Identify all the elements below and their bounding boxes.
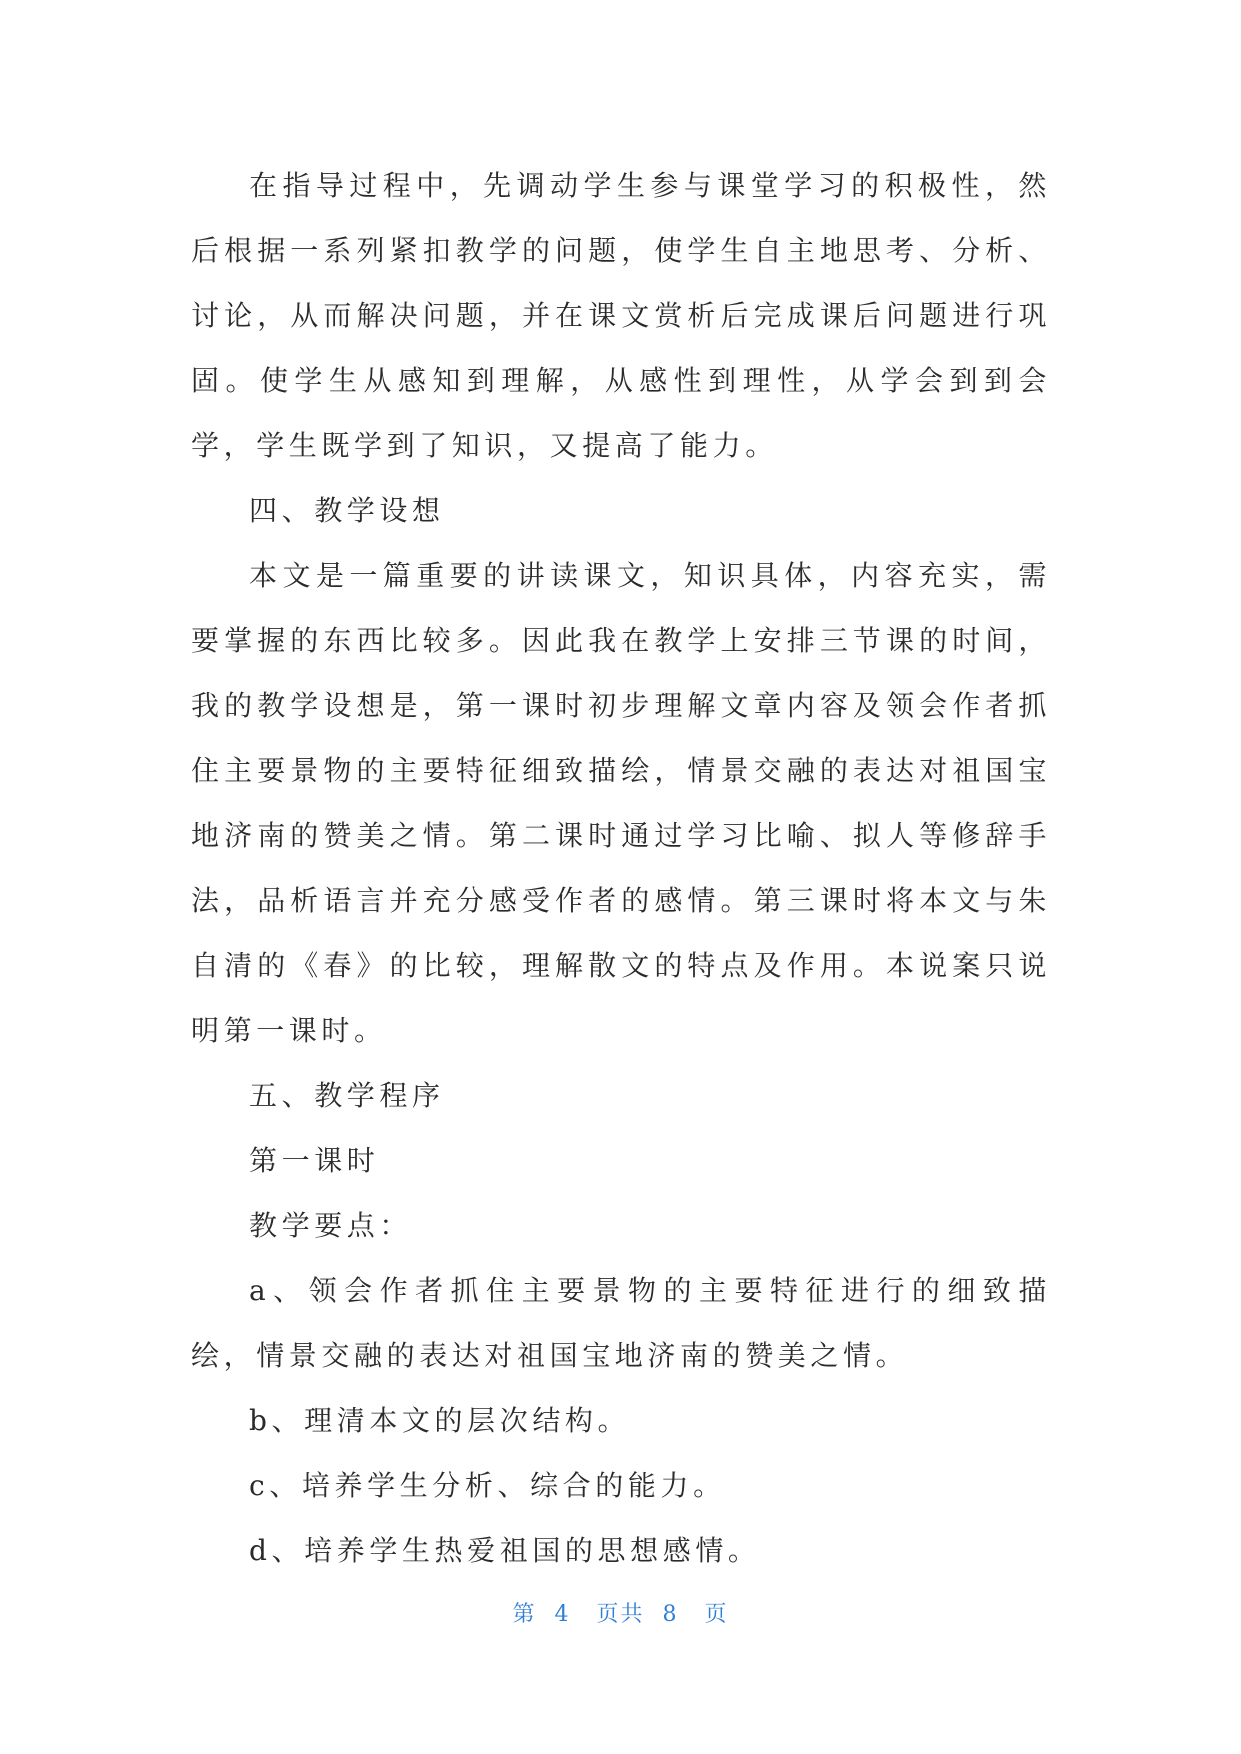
list-item-c: c、培养学生分析、综合的能力。	[249, 1469, 726, 1502]
footer-middle: 页共	[596, 1602, 645, 1627]
footer-current-page: 4	[554, 1602, 571, 1627]
paragraph-guidance: 在指导过程中，先调动学生参与课堂学习的积极性，然后根据一系列紧扣教学的问题，使学生自主地思考、分析、讨论，从而解决问题，并在课文赏析后完成课后问题进行巩固。使学生从感知到理解，从感性到理性，从学会到到会学，学生既学到了知识，又提高了能力。	[191, 169, 1051, 462]
list-item-a: a、领会作者抓住主要景物的主要特征进行的细致描绘，情景交融的表达对祖国宝地济南的赞美之情。	[191, 1274, 1051, 1372]
document-body	[191, 153, 1051, 1583]
section-heading-teaching-procedure: 五、教学程序	[249, 1079, 445, 1112]
subheading-first-lesson: 第一课时	[249, 1144, 380, 1177]
subheading-teaching-points: 教学要点：	[249, 1209, 413, 1242]
page-footer	[0, 1597, 1241, 1628]
footer-total-pages: 8	[662, 1602, 679, 1627]
footer-prefix: 第	[512, 1602, 537, 1627]
list-item-d: d、培养学生热爱祖国的思想感情。	[249, 1534, 761, 1567]
paragraph-teaching-concept: 本文是一篇重要的讲读课文，知识具体，内容充实，需要掌握的东西比较多。因此我在教学上安排三节课的时间，我的教学设想是，第一课时初步理解文章内容及领会作者抓住主要景物的主要特征细致描绘，情景交融的表达对祖国宝地济南的赞美之情。第二课时通过学习比喻、拟人等修辞手法，品析语言并充分感受作者的感情。第三课时将本文与朱自清的《春》的比较，理解散文的特点及作用。本说案只说明第一课时。	[191, 559, 1051, 1047]
section-heading-teaching-concept: 四、教学设想	[249, 494, 445, 527]
list-item-b: b、理清本文的层次结构。	[249, 1404, 631, 1437]
footer-suffix: 页	[704, 1602, 729, 1627]
